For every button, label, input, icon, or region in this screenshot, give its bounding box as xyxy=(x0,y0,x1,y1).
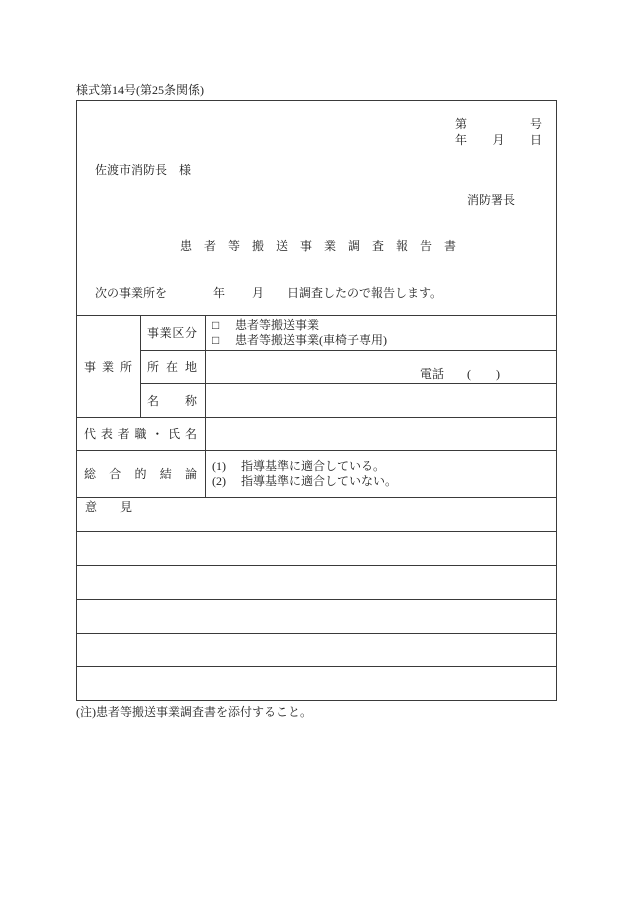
opinion-writing-line xyxy=(77,599,556,633)
representative-label: 代表者職・氏名 xyxy=(84,427,197,441)
date-month-label: 月 xyxy=(492,133,505,147)
statement-month-label: 月 xyxy=(252,286,265,300)
business-location-label: 所在地 xyxy=(147,360,197,374)
business-name-label-cell xyxy=(140,383,205,417)
business-name-label: 名称 xyxy=(147,393,197,408)
document-number-prefix: 第 xyxy=(455,117,468,131)
business-location-value-cell xyxy=(205,350,556,383)
phone-field xyxy=(420,367,510,381)
statement-year-label: 年 xyxy=(213,286,226,300)
representative-value-cell xyxy=(205,417,556,450)
conclusion-option-number: (2) xyxy=(212,474,226,488)
business-group-label-cell xyxy=(77,315,140,417)
business-group-label: 事業所 xyxy=(84,359,132,374)
checkbox-icon: □ xyxy=(212,333,220,347)
conclusion-option-number: (1) xyxy=(212,459,226,473)
inspection-report-form xyxy=(76,100,557,701)
opinion-writing-line xyxy=(77,565,556,599)
conclusion-label: 総合的結論 xyxy=(84,467,197,481)
conclusion-option xyxy=(212,459,556,474)
statement-lead: 次の事業所を xyxy=(95,286,168,300)
opinion-writing-line xyxy=(77,666,556,700)
document-number-suffix: 号 xyxy=(529,117,542,131)
phone-label: 電話 xyxy=(420,367,445,381)
addressee xyxy=(95,163,191,177)
conclusion-options-cell xyxy=(205,450,556,497)
business-location-label-cell xyxy=(140,350,205,383)
opinion-writing-line xyxy=(77,633,556,666)
business-category-option-text: 患者等搬送事業 xyxy=(235,318,320,332)
document-number-line xyxy=(455,117,542,131)
business-category-options-cell xyxy=(205,315,556,350)
phone-paren-open: ( xyxy=(467,367,471,381)
form-number-caption: 様式第14号(第25条関係) xyxy=(76,83,204,97)
document-title: 患者等搬送事業調査報告書 xyxy=(180,239,456,253)
phone-paren-close: ) xyxy=(496,367,500,381)
addressee-honorific: 様 xyxy=(179,163,192,177)
opinion-label: 意見 xyxy=(85,500,132,514)
representative-label-cell xyxy=(77,417,205,450)
opinion-header-cell xyxy=(77,497,556,531)
checkbox-icon: □ xyxy=(212,318,220,332)
business-category-option-text: 患者等搬送事業(車椅子専用) xyxy=(235,333,387,347)
conclusion-option-text: 指導基準に適合していない。 xyxy=(241,474,398,488)
business-category-label-cell xyxy=(140,315,205,350)
business-category-label: 事業区分 xyxy=(147,326,197,340)
conclusion-label-cell xyxy=(77,450,205,497)
attachment-note: (注)患者等搬送事業調査書を添付すること。 xyxy=(76,705,312,719)
statement-tail: 日調査したので報告します。 xyxy=(287,286,443,300)
business-category-option xyxy=(212,318,556,333)
opinion-writing-line xyxy=(77,531,556,565)
document-date-line xyxy=(455,133,542,147)
sender-title: 消防署長 xyxy=(467,193,516,207)
date-day-label: 日 xyxy=(529,133,542,147)
addressee-name: 佐渡市消防長 xyxy=(95,163,168,177)
inspection-statement xyxy=(95,286,535,300)
conclusion-option-text: 指導基準に適合している。 xyxy=(241,459,386,473)
business-name-value-cell xyxy=(205,383,556,417)
business-category-option xyxy=(212,333,556,348)
date-year-label: 年 xyxy=(455,133,468,147)
conclusion-option xyxy=(212,474,556,489)
